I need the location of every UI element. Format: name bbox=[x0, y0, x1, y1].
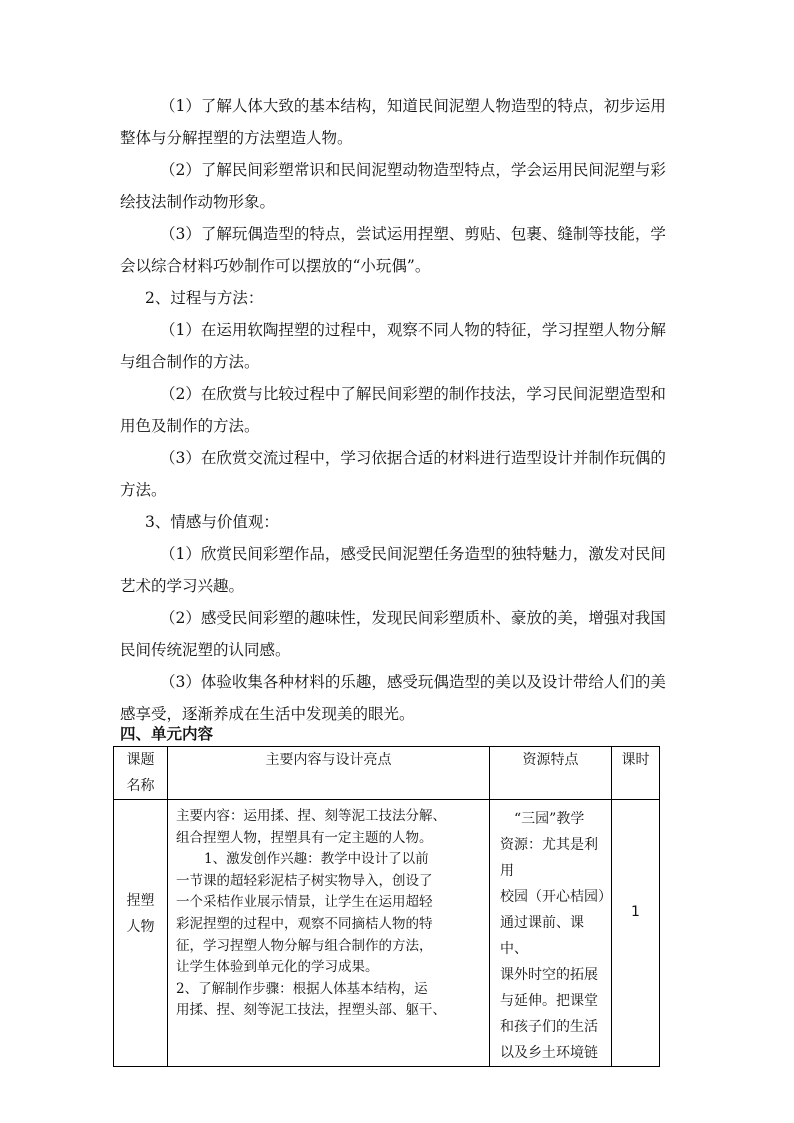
table-row bbox=[114, 800, 660, 1067]
header-content-label: 主要内容与设计亮点 bbox=[265, 752, 392, 768]
emotion-heading: 3、情感与价值观： bbox=[145, 513, 279, 531]
lesson-title-line-2: 人物 bbox=[126, 919, 155, 935]
resource-cell bbox=[490, 800, 612, 1067]
unit-content-table bbox=[113, 746, 660, 1067]
knowledge-item-1-line-2: 整体与分解捏塑的方法塑造人物。 bbox=[120, 129, 353, 147]
process-item-1-line-2: 与组合制作的方法。 bbox=[120, 353, 260, 371]
process-item-3-line-2: 方法。 bbox=[120, 481, 167, 499]
content-line: 组合捏塑人物，捏塑具有一定主题的人物。 bbox=[176, 829, 433, 846]
content-line: 2、了解制作步骤：根据人体基本结构，运 bbox=[176, 980, 428, 997]
hours-value: 1 bbox=[631, 904, 640, 920]
process-item-3-line-1: （3）在欣赏交流过程中，学习依据合适的材料进行造型设计并制作玩偶的 bbox=[160, 449, 666, 467]
header-content bbox=[168, 747, 490, 800]
content-line: 一个采桔作业展示情景，让学生在运用超轻 bbox=[176, 894, 433, 911]
content-line: 征，学习捏塑人物分解与组合制作的方法， bbox=[176, 937, 433, 954]
emotion-item-3-line-2: 感享受，逐渐养成在生活中发现美的眼光。 bbox=[120, 705, 415, 723]
header-resource bbox=[490, 747, 612, 800]
content-line: 1、激发创作兴趣：教学中设计了以前 bbox=[204, 851, 429, 868]
resource-line: 与延伸。把课堂 bbox=[500, 993, 598, 1009]
content-line: 用揉、捏、刻等泥工技法，捏塑头部、躯干、 bbox=[176, 1002, 446, 1019]
section-heading: 四、单元内容 bbox=[120, 724, 214, 743]
emotion-item-1-line-2: 艺术的学习兴趣。 bbox=[120, 577, 245, 595]
knowledge-item-2-line-1: （2）了解民间彩塑常识和民间泥塑动物造型特点，学会运用民间泥塑与彩 bbox=[160, 161, 666, 179]
content-line: 一节课的超轻彩泥桔子树实物导入，创设了 bbox=[176, 872, 433, 889]
resource-line: 校园（开心桔园） bbox=[500, 889, 612, 905]
emotion-item-2-line-1: （2）感受民间彩塑的趣味性，发现民间彩塑质朴、豪放的美，增强对我国 bbox=[160, 609, 666, 627]
lesson-title-cell bbox=[114, 800, 168, 1067]
header-hours-label: 课时 bbox=[621, 752, 650, 768]
content-line: 让学生体验到单元化的学习成果。 bbox=[176, 959, 379, 976]
resource-line: 和孩子们的生活 bbox=[500, 1019, 598, 1035]
resource-line: “三园”教学 bbox=[514, 811, 585, 827]
process-heading: 2、过程与方法： bbox=[145, 289, 264, 307]
emotion-item-3-line-1: （3）体验收集各种材料的乐趣，感受玩偶造型的美以及设计带给人们的美 bbox=[160, 673, 666, 691]
header-title bbox=[114, 747, 168, 800]
knowledge-item-3-line-1: （3）了解玩偶造型的特点，尝试运用捏塑、剪贴、包裹、缝制等技能，学 bbox=[160, 225, 666, 243]
resource-line: 以及乡土环境链 bbox=[500, 1045, 598, 1061]
content-line: 彩泥捏塑的过程中，观察不同摘桔人物的特 bbox=[176, 915, 433, 932]
resource-line: 通过课前、课中、 bbox=[500, 915, 584, 957]
resource-line: 课外时空的拓展 bbox=[500, 967, 598, 983]
header-hours bbox=[612, 747, 660, 800]
header-resource-label: 资源特点 bbox=[522, 752, 579, 768]
header-title-line-1: 课题 bbox=[126, 752, 155, 768]
knowledge-item-2-line-2: 绘技法制作动物形象。 bbox=[120, 193, 276, 211]
header-title-line-2: 名称 bbox=[126, 778, 155, 794]
knowledge-item-1-line-1: （1）了解人体大致的基本结构，知道民间泥塑人物造型的特点，初步运用 bbox=[160, 97, 666, 115]
hours-cell bbox=[612, 800, 660, 1067]
lesson-content-cell bbox=[168, 800, 490, 1067]
emotion-item-1-line-1: （1）欣赏民间彩塑作品，感受民间泥塑任务造型的独特魅力，激发对民间 bbox=[160, 545, 666, 563]
emotion-item-2-line-2: 民间传统泥塑的认同感。 bbox=[120, 641, 291, 659]
knowledge-item-3-line-2: 会以综合材料巧妙制作可以摆放的“小玩偶”。 bbox=[120, 257, 431, 275]
process-item-2-line-2: 用色及制作的方法。 bbox=[120, 417, 260, 435]
content-line: 主要内容：运用揉、捏、刻等泥工技法分解、 bbox=[176, 808, 446, 824]
lesson-title-line-1: 捏塑 bbox=[126, 893, 155, 909]
process-item-2-line-1: （2）在欣赏与比较过程中了解民间彩塑的制作技法，学习民间泥塑造型和 bbox=[160, 385, 666, 403]
resource-line: 资源：尤其是利用 bbox=[500, 837, 598, 879]
process-item-1-line-1: （1）在运用软陶捏塑的过程中，观察不同人物的特征，学习捏塑人物分解 bbox=[160, 321, 666, 339]
table-header-row bbox=[114, 747, 660, 800]
